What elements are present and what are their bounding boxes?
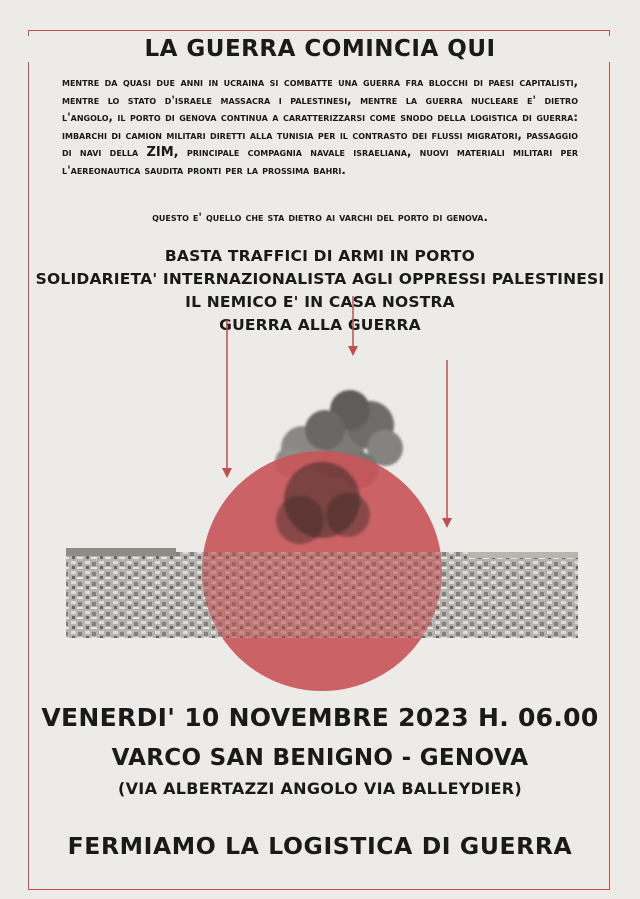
slogan-2: SOLIDARIETA' INTERNAZIONALISTA AGLI OPPRESSI PALESTINESI bbox=[35, 270, 605, 288]
paragraph-end: principale compagnia navale israeliana, nuovi materiali militari per l'aereonautica saudita pronti per la prossima bahri. bbox=[62, 145, 578, 177]
arrow-left bbox=[222, 320, 232, 478]
paragraph-text: mentre da quasi due anni in ucraina si combatte una guerra fra blocchi di paesi capitalisti, mentre lo stato d'israele massacra i palestinesi, mentre la guerra nucleare e' dietro l'angolo, il porto di genova continua a caratterizzarsi come snodo della logistica di guerra: imbarchi di camion militari diretti alla tunisia per il contrasto dei flussi migratori, passaggio di navi della bbox=[62, 75, 578, 159]
slogan-1: BASTA TRAFFICI DI ARMI IN PORTO bbox=[164, 247, 476, 265]
arrow-center bbox=[348, 296, 358, 356]
paragraph-emphasis: ZIM, bbox=[146, 145, 179, 160]
slogan-3: IL NEMICO E' IN CASA NOSTRA bbox=[185, 293, 455, 311]
poster-subline: questo e' quello che sta dietro ai varchi del porto di genova. bbox=[152, 210, 488, 224]
event-address: (VIA ALBERTAZZI ANGOLO VIA BALLEYDIER) bbox=[118, 779, 522, 798]
event-place: VARCO SAN BENIGNO - GENOVA bbox=[111, 745, 529, 771]
poster-footer: FERMIAMO LA LOGISTICA DI GUERRA bbox=[67, 832, 573, 860]
slogan-4: GUERRA ALLA GUERRA bbox=[219, 316, 421, 334]
poster-title: LA GUERRA COMINCIA QUI bbox=[0, 36, 640, 62]
arrow-right bbox=[442, 360, 452, 528]
event-date: VENERDI' 10 NOVEMBRE 2023 H. 06.00 bbox=[41, 703, 599, 732]
